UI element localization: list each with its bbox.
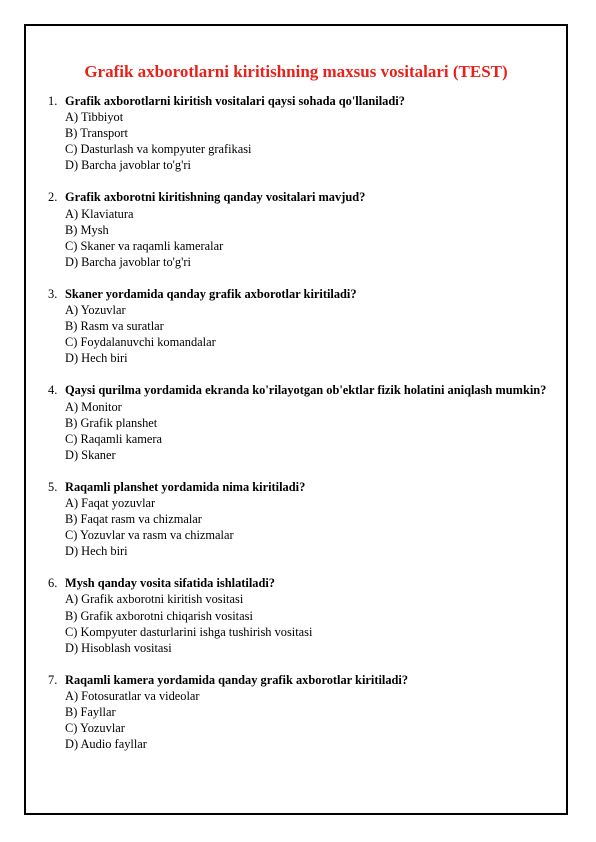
- question-text: Skaner yordamida qanday grafik axborotlar kiritiladi?: [65, 286, 357, 301]
- question-item: [48, 382, 548, 462]
- answer-option: B) Fayllar: [65, 705, 116, 719]
- answer-option: A) Grafik axborotni kiritish vositasi: [65, 592, 244, 607]
- question-number: 7.: [48, 672, 58, 687]
- question-text: Grafik axborotni kiritishning qanday vositalari mavjud?: [65, 190, 366, 205]
- question-text: Qaysi qurilma yordamida ekranda ko'rilayotgan ob'ektlar fizik holatini aniqlash mumkin?: [65, 383, 547, 398]
- page-border: [24, 24, 568, 815]
- answer-option: C) Raqamli kamera: [65, 431, 163, 446]
- answer-option: C) Kompyuter dasturlarini ishga tushirish vositasi: [65, 624, 313, 639]
- question-number: 4.: [48, 383, 58, 398]
- answer-option: C) Foydalanuvchi komandalar: [65, 335, 216, 350]
- answer-option: A) Monitor: [65, 399, 122, 414]
- answer-option: D) Hech biri: [65, 351, 128, 366]
- question-number: 2.: [48, 190, 58, 205]
- question-item: [48, 479, 548, 559]
- answer-option: D) Skaner: [65, 447, 116, 462]
- answer-option: A) Faqat yozuvlar: [65, 495, 156, 510]
- answer-option: A) Tibbiyot: [65, 110, 124, 125]
- answer-option: B) Mysh: [65, 222, 109, 237]
- question-text: Mysh qanday vosita sifatida ishlatiladi?: [65, 576, 275, 591]
- answer-option: D) Audio fayllar: [65, 737, 147, 752]
- question-number: 6.: [48, 576, 58, 591]
- answer-option: A) Yozuvlar: [65, 303, 126, 318]
- question-text: Raqamli planshet yordamida nima kiritiladi?: [65, 479, 306, 494]
- answer-option: D) Hisoblash vositasi: [65, 640, 172, 655]
- question-number: 3.: [48, 286, 58, 301]
- answer-option: C) Yozuvlar va rasm va chizmalar: [65, 528, 234, 543]
- answer-option: A) Fotosuratlar va videolar: [65, 688, 200, 703]
- question-item: [48, 575, 548, 655]
- answer-option: B) Grafik planshet: [65, 415, 158, 430]
- question-item: [48, 672, 548, 752]
- answer-option: A) Klaviatura: [65, 206, 134, 221]
- question-item: [48, 286, 548, 366]
- answer-option: B) Rasm va suratlar: [65, 319, 164, 334]
- answer-option: B) Transport: [65, 126, 128, 141]
- question-item: [48, 93, 548, 173]
- answer-option: C) Yozuvlar: [65, 721, 125, 736]
- answer-option: D) Hech biri: [65, 544, 128, 559]
- answer-option: C) Skaner va raqamli kameralar: [65, 238, 224, 253]
- document-title: Grafik axborotlarni kiritishning maxsus vositalari (TEST): [84, 62, 508, 81]
- question-item: [48, 189, 548, 269]
- answer-option: D) Barcha javoblar to'g'ri: [65, 254, 191, 269]
- answer-option: B) Grafik axborotni chiqarish vositasi: [65, 608, 253, 623]
- question-list: [48, 93, 548, 752]
- question-text: Grafik axborotlarni kiritish vositalari qaysi sohada qo'llaniladi?: [65, 94, 405, 108]
- question-text: Raqamli kamera yordamida qanday grafik axborotlar kiritiladi?: [65, 672, 409, 687]
- answer-option: D) Barcha javoblar to'g'ri: [65, 158, 191, 173]
- question-number: 1.: [48, 94, 58, 108]
- answer-option: B) Faqat rasm va chizmalar: [65, 512, 202, 527]
- answer-option: C) Dasturlash va kompyuter grafikasi: [65, 142, 252, 157]
- question-number: 5.: [48, 479, 58, 494]
